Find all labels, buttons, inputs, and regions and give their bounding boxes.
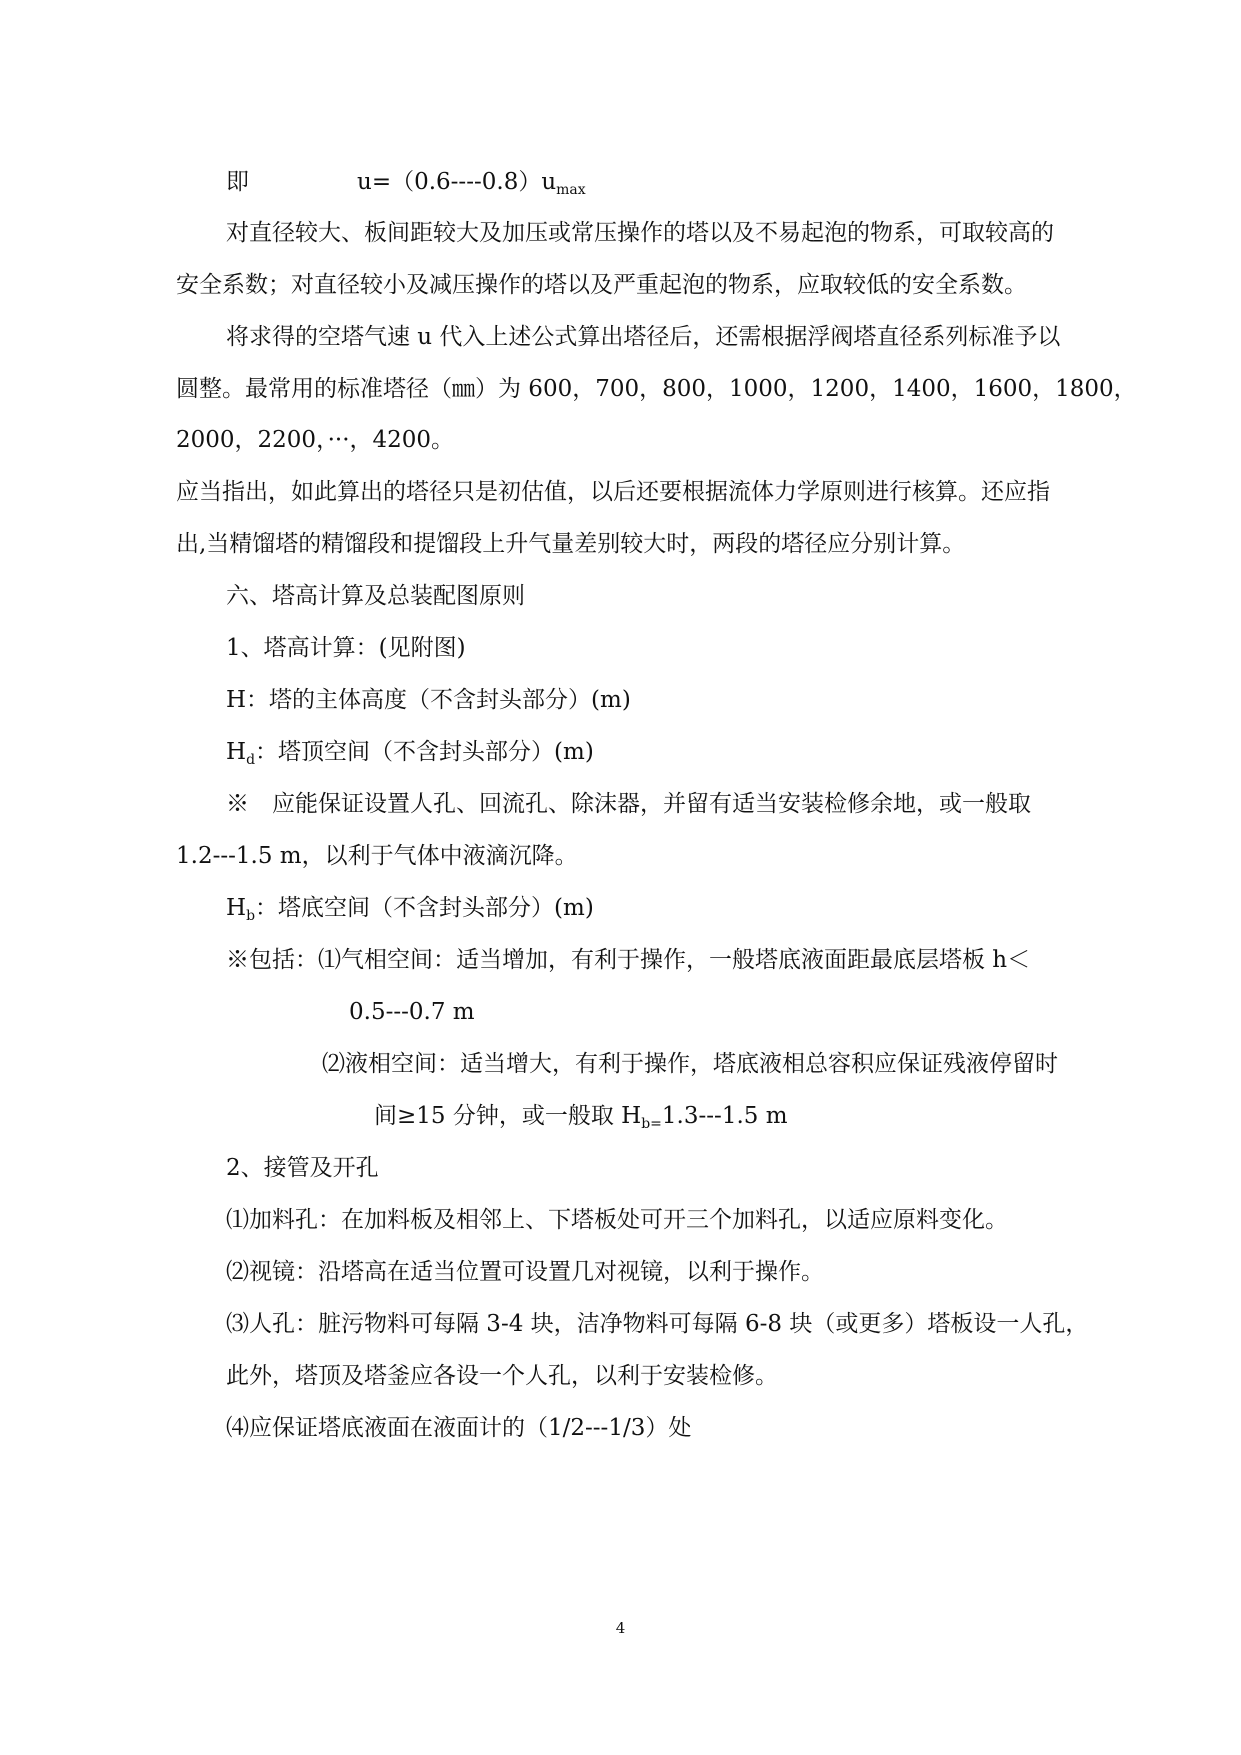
paragraph-check-line-1: 应当指出，如此算出的塔径只是初估值，以后还要根据流体力学原则进行核算。还应指 <box>176 479 1050 505</box>
hd-subscript: d <box>246 752 256 768</box>
hd-note-line-1: ※ 应能保证设置人孔、回流孔、除沫器，并留有适当安装检修余地，或一般取 <box>226 791 1031 817</box>
nozzle-item-sight-glass: ⑵视镜：沿塔高在适当位置可设置几对视镜，以利于操作。 <box>226 1259 824 1285</box>
paragraph-check-line-2: 出,当精馏塔的精馏段和提馏段上升气量差别较大时，两段的塔径应分别计算。 <box>176 531 966 557</box>
hb-note-1-line-2: 0.5---0.7 m <box>349 999 475 1025</box>
paragraph-safety-line-1: 对直径较大、板间距较大及加压或常压操作的塔以及不易起泡的物系，可取较高的 <box>226 220 1054 246</box>
hb-definition <box>226 893 594 923</box>
hb-note-2-post: 1.3---1.5 m <box>661 1103 788 1129</box>
hb-note-2-pre: 间≥15 分钟，或一般取 H <box>374 1103 642 1129</box>
paragraph-safety-line-2: 安全系数；对直径较小及减压操作的塔以及严重起泡的物系，应取较低的安全系数。 <box>176 272 1027 298</box>
hd-note-line-2: 1.2---1.5 m，以利于气体中液滴沉降。 <box>176 843 578 869</box>
hb-note-1-line-1: ※包括：⑴气相空间：适当增加，有利于操作，一般塔底液面距最底层塔板 h＜ <box>226 947 1031 973</box>
nozzle-item-manhole-line-1: ⑶人孔：脏污物料可每隔 3-4 块，洁净物料可每隔 6-8 块（或更多）塔板设一人孔， <box>226 1311 1089 1337</box>
section-six-heading: 六、塔高计算及总装配图原则 <box>226 583 525 609</box>
hb-text: ：塔底空间（不含封头部分）(m) <box>255 895 594 921</box>
nozzle-item-level-gauge: ⑷应保证塔底液面在液面计的（1/2---1/3）处 <box>226 1415 692 1441</box>
nozzle-item-manhole-line-2: 此外，塔顶及塔釜应各设一个人孔，以利于安装检修。 <box>226 1363 778 1389</box>
h-main-definition: H：塔的主体高度（不含封头部分）(m) <box>226 687 631 713</box>
hb-note-2-line-2 <box>374 1101 788 1131</box>
page-number: 4 <box>615 1619 626 1637</box>
paragraph-standard-line-3: 2000，2200，···，4200。 <box>176 427 455 453</box>
hb-note-2-line-1: ⑵液相空间：适当增大，有利于操作，塔底液相总容积应保证残液停留时 <box>322 1051 1058 1077</box>
hb-subscript: b <box>246 908 256 924</box>
hd-symbol: H <box>226 739 247 765</box>
formula-subscript: max <box>556 182 586 198</box>
hd-definition <box>226 737 594 767</box>
formula-lead: 即 <box>226 169 249 195</box>
hb-note-2-subscript: b= <box>641 1116 662 1132</box>
subsection-nozzles-heading: 2、接管及开孔 <box>226 1155 379 1181</box>
subsection-height-heading: 1、塔高计算：(见附图) <box>226 635 466 661</box>
hb-symbol: H <box>226 895 247 921</box>
formula-expression: u=（0.6----0.8）u <box>357 169 557 195</box>
paragraph-standard-line-1: 将求得的空塔气速 u 代入上述公式算出塔径后，还需根据浮阀塔直径系列标准予以 <box>226 324 1061 350</box>
formula-line <box>226 167 586 197</box>
nozzle-item-feed: ⑴加料孔：在加料板及相邻上、下塔板处可开三个加料孔，以适应原料变化。 <box>226 1207 1008 1233</box>
hd-text: ：塔顶空间（不含封头部分）(m) <box>255 739 594 765</box>
paragraph-standard-line-2: 圆整。最常用的标准塔径（㎜）为 600，700，800，1000，1200，1400，1600，1800， <box>176 376 1137 402</box>
